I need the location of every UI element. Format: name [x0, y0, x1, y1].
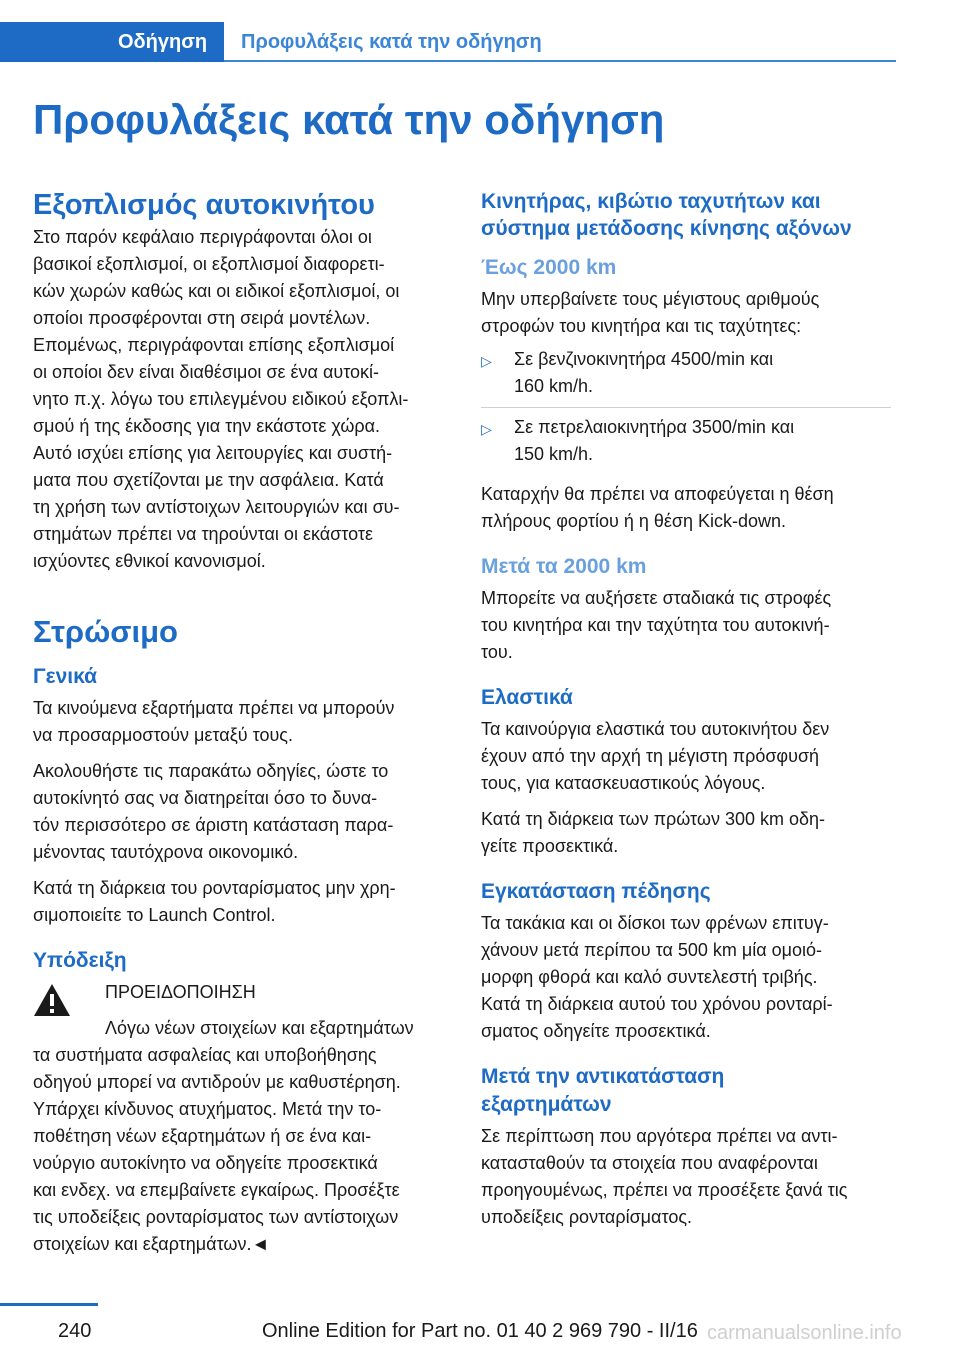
header-tabs: [0, 22, 542, 62]
after-2000-text: Μπορείτε να αυξήσετε σταδιακά τις στροφές του κινητήρα και την ταχύτητα του αυτοκινή‐ του.: [481, 588, 832, 662]
replacement-text: Σε περίπτωση που αργότερα πρέπει να αντι‐ κατασταθούν τα στοιχεία που αναφέρονται προηγουμένως, πρέπει να προσέξετε ξανά τις υποδείξεις ρονταρίσματος.: [481, 1126, 848, 1227]
warning-block: [33, 979, 453, 1042]
header-rule: [224, 60, 896, 62]
general-paragraph-2: Ακολουθήστε τις παρακάτω οδηγίες, ώστε το αυτοκίνητό σας να διατηρείται όσο το δυνα‐ τόν περισσότερο σε άριστη κατάσταση παρα‐ μένοντας ταυτόχρονα οικονομικό.: [33, 761, 394, 862]
replacement-heading: Μετά την αντικατάσταση εξαρτημάτων: [481, 1065, 725, 1116]
until-2000-heading: Έως 2000 km: [481, 256, 617, 279]
general-heading: Γενικά: [33, 665, 98, 688]
left-column: [33, 188, 453, 1258]
tires-paragraph-1: Τα καινούργια ελαστικά του αυτοκινήτου δεν έχουν από την αρχή τη μέγιστη πρόσφυσή τους, για κατασκευαστικούς λόγους.: [481, 719, 830, 793]
warning-first-line: Λόγω νέων στοιχείων και εξαρτημάτων: [105, 1018, 414, 1038]
right-column: [481, 188, 891, 1231]
tires-heading: Ελαστικά: [481, 686, 573, 709]
note-heading: Υπόδειξη: [33, 949, 127, 972]
equipment-heading: Εξοπλισμός αυτοκινήτου: [33, 189, 375, 221]
until-2000-text: Μην υπερβαίνετε τους μέγιστους αριθμούς στροφών του κινητήρα και τις ταχύτητες:: [481, 289, 820, 336]
list-item: ▷ Σε πετρελαιοκινητήρα 3500/min και 150 km/h.: [481, 414, 891, 475]
after-2000-heading: Μετά τα 2000 km: [481, 555, 647, 578]
warning-icon: [33, 979, 105, 1042]
page-number: 240: [58, 1320, 92, 1342]
general-paragraph-1: Τα κινούμενα εξαρτήματα πρέπει να μπορούν να προσαρμοστούν μεταξύ τους.: [33, 698, 395, 745]
equipment-text: Στο παρόν κεφάλαιο περιγράφονται όλοι οι βασικοί εξοπλισμοί, οι εξοπλισμοί διαφορετι‐ κών χωρών καθώς και οι ειδικοί εξοπλισμοί, οι οποίοι προσφέρονται στη σειρά μοντέλων. Επομένως, περιγράφονται επίσης εξοπλισμοί οι οποίοι δεν είναι διαθέσιμοι σε ένα αυτοκί‐ νητο π.χ. λόγω του επιλεγμένου ειδικού εξοπλι‐ σμού ή της έκδοσης για την εκάστοτε χώρα. Αυτό ισχύει επίσης για λειτουργίες και συστή‐ ματα που σχετίζονται με την ασφάλεια. Κατά τη χρήση των αντίστοιχων λειτουργιών και συ‐ στημάτων πρέπει να τηρούνται οι εκάστοτε ισχύοντες εθνικοί κανονισμοί.: [33, 227, 409, 571]
rpm-limit-list: [481, 346, 891, 475]
general-paragraph-3: Κατά τη διάρκεια του ρονταρίσματος μην χρη‐ σιμοποιείτε το Launch Control.: [33, 878, 396, 925]
brakes-heading: Εγκατάσταση πέδησης: [481, 880, 711, 903]
page-title: Προφυλάξεις κατά την οδήγηση: [33, 96, 665, 143]
warning-label: ΠΡΟΕΙΔΟΠΟΙΗΣΗ: [105, 982, 256, 1002]
triangle-bullet-icon: ▷: [481, 421, 492, 437]
tab-section: Οδήγηση: [0, 22, 224, 62]
list-item: ▷ Σε βενζινοκινητήρα 4500/min και 160 km/h.: [481, 346, 891, 408]
engine-heading: Κινητήρας, κιβώτιο ταχυτήτων και σύστημα μετάδοσης κίνησης αξόνων: [481, 190, 852, 240]
warning-text: τα συστήματα ασφαλείας και υποβοήθησης οδηγού μπορεί να αντιδρούν με καθυστέρηση. Υπάρχει κίνδυνος ατυχήματος. Μετά την το‐ ποθέτηση νέων εξαρτημάτων ή σε ένα και‐ νούργιο αυτοκίνητο να οδηγείτε προσεκτικά και ενδεχ. να επεμβαίνετε εγκαίρως. Προσέξτε τις υποδείξεις ρονταρίσματος των αντίστοιχων στοιχείων και εξαρτημάτων.◄: [33, 1045, 401, 1254]
tires-paragraph-2: Κατά τη διάρκεια των πρώτων 300 km οδη‐ γείτε προσεκτικά.: [481, 809, 826, 856]
brakes-text: Τα τακάκια και οι δίσκοι των φρένων επιτυγ‐ χάνουν μετά περίπου τα 500 km μία ομοιό‐ μορφη φθορά και καλό συντελεστή τριβής. Κατά τη διάρκεια αυτού του χρόνου ρονταρί‐ σματος οδηγείτε προσεκτικά.: [481, 913, 833, 1041]
triangle-bullet-icon: ▷: [481, 353, 492, 369]
breakin-heading: Στρώσιμο: [33, 614, 178, 649]
tab-chapter: Προφυλάξεις κατά την οδήγηση: [241, 31, 542, 53]
full-load-text: Καταρχήν θα πρέπει να αποφεύγεται η θέση πλήρους φορτίου ή η θέση Kick-down.: [481, 484, 834, 531]
footer-rule: [0, 1303, 98, 1306]
watermark: carmanualsonline.info: [707, 1322, 902, 1344]
edition-note: Online Edition for Part no. 01 40 2 969 790 - II/16: [262, 1320, 698, 1342]
